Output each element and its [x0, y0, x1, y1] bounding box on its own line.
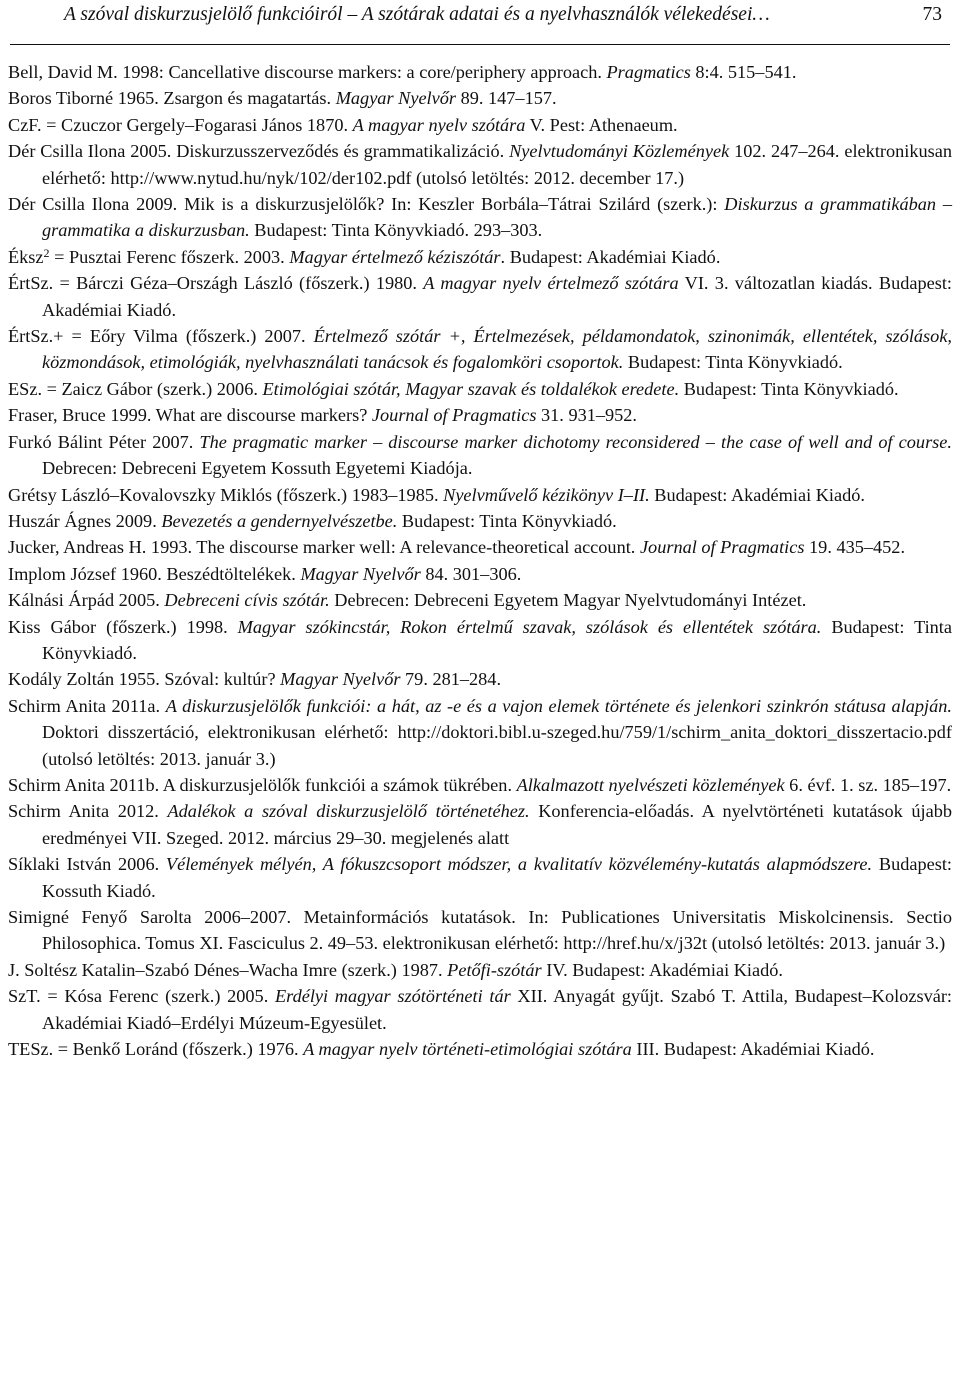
reference-text: Bell, David M. 1998: Cancellative discourse markers: a core/periphery approach.: [8, 62, 607, 82]
reference-text: Konferencia-előadás. A nyelvtörténeti kutatások újabb eredményei VII. Szeged. 2012. március 29–30. megjelenés alatt: [42, 801, 952, 848]
reference-title-italic: A diskurzusjelölők funkciói: a hát, az -e és a vajon elemek története és jelenkori szinkrón státusa alapján.: [165, 695, 952, 716]
reference-entry: [8, 112, 952, 138]
reference-text: TESz. = Benkő Loránd (főszerk.) 1976.: [8, 1039, 304, 1060]
reference-text: Kálnási Árpád 2005.: [8, 590, 165, 611]
reference-title-italic: Bevezetés a gendernyelvészetbe.: [161, 510, 398, 531]
reference-title-italic: Magyar Nyelvőr: [335, 88, 457, 109]
reference-entry: [8, 851, 952, 904]
reference-superscript: 2: [43, 245, 50, 260]
reference-title-italic: Pragmatics: [606, 62, 691, 82]
reference-text: . Budapest: Akadémiai Kiadó.: [500, 246, 721, 267]
reference-text: Budapest: Tinta Könyvkiadó.: [679, 378, 899, 399]
reference-text: XII. Anyagát gyűjt. Szabó T. Attila, Budapest–Kolozsvár: Akadémiai Kiadó–Erdélyi Múzeum-Egyesület.: [42, 986, 952, 1033]
reference-text: Huszár Ágnes 2009.: [8, 510, 162, 531]
reference-list: [8, 59, 952, 1062]
reference-text: Dér Csilla Ilona 2009. Mik is a diskurzusjelölők? In: Keszler Borbála–Tátrai Szilárd (szerk.):: [8, 194, 725, 215]
reference-text: 102. 247–264. elektronikusan elérhető: http://www.nytud.hu/nyk/102/der102.pdf (utolsó letöltés: 2012. december 17.): [42, 141, 952, 188]
reference-text: III. Budapest: Akadémiai Kiadó.: [631, 1039, 875, 1060]
reference-title-italic: Journal of Pragmatics: [371, 405, 537, 426]
reference-text: 89. 147–157.: [456, 88, 557, 109]
reference-text: Budapest: Tinta Könyvkiadó.: [42, 616, 953, 663]
reference-title-italic: A magyar nyelv szótára: [352, 114, 526, 135]
reference-text: 79. 281–284.: [400, 669, 502, 690]
reference-title-italic: Alkalmazott nyelvészeti közlemények: [516, 774, 785, 795]
reference-text: Fraser, Bruce 1999. What are discourse markers?: [8, 405, 372, 426]
reference-entry: [8, 983, 952, 1036]
reference-entry: [8, 59, 952, 85]
reference-text: 8:4. 515–541.: [690, 62, 797, 82]
reference-entry: [8, 587, 952, 613]
reference-entry: [8, 402, 952, 428]
reference-text: Budapest: Tinta Könyvkiadó.: [623, 352, 843, 373]
reference-title-italic: Magyar Nyelvőr: [280, 669, 401, 690]
reference-title-italic: Journal of Pragmatics: [639, 537, 805, 558]
reference-text: ÉrtSz.+ = Eőry Vilma (főszerk.) 2007.: [8, 326, 314, 347]
reference-entry: [8, 376, 952, 402]
reference-text: IV. Budapest: Akadémiai Kiadó.: [541, 959, 783, 980]
reference-text: VI. 3. változatlan kiadás. Budapest: Akadémiai Kiadó.: [42, 273, 952, 320]
reference-text: Síklaki István 2006.: [8, 854, 166, 875]
running-head: [10, 0, 950, 45]
running-head-title: A szóval diskurzusjelölő funkcióiról – A szótárak adatai és a nyelvhasználók vélekedései…: [64, 4, 770, 25]
reference-text: 31. 931–952.: [536, 405, 637, 426]
page-number: 73: [922, 4, 942, 25]
reference-title-italic: Nyelvművelő kézikönyv I–II.: [443, 484, 650, 505]
reference-text: 84. 301–306.: [420, 563, 522, 584]
reference-title-italic: Erdélyi magyar szótörténeti tár: [274, 986, 511, 1007]
reference-text: Budapest: Tinta Könyvkiadó. 293–303.: [249, 220, 543, 241]
reference-title-italic: Magyar szókincstár, Rokon értelmű szavak, szólások és ellentétek szótára.: [237, 616, 822, 637]
reference-text: Budapest: Tinta Könyvkiadó.: [397, 510, 617, 531]
reference-entry: [8, 957, 952, 983]
reference-text: Budapest: Akadémiai Kiadó.: [649, 484, 865, 505]
reference-title-italic: Értelmező szótár +, Értelmezések, példamondatok, szinonimák, ellentétek, szólások, közmondások, etimológiák, nyelvhasználati tanácsok és fogalomköri csoportok.: [42, 326, 952, 373]
reference-title-italic: The pragmatic marker – discourse marker dichotomy reconsidered – the case of well and of course.: [199, 431, 952, 452]
reference-text: Debrecen: Debreceni Egyetem Magyar Nyelvtudományi Intézet.: [329, 590, 807, 611]
reference-text: Grétsy László–Kovalovszky Miklós (főszerk.) 1983–1985.: [8, 484, 444, 505]
reference-text: Doktori disszertáció, elektronikusan elérhető: http://doktori.bibl.u-szeged.hu/759/1/schirm_anita_doktori_disszertacio.pdf (utolsó letöltés: 2013. január 3.): [42, 722, 952, 769]
reference-entry: [8, 614, 952, 667]
reference-entry: [8, 772, 952, 798]
reference-entry: [8, 666, 952, 692]
reference-entry: [8, 1036, 952, 1062]
reference-entry: [8, 508, 952, 534]
reference-entry: [8, 904, 952, 957]
reference-text: Budapest: Kossuth Kiadó.: [42, 854, 952, 901]
reference-entry: [8, 270, 952, 323]
reference-text: J. Soltész Katalin–Szabó Dénes–Wacha Imre (szerk.) 1987.: [8, 959, 448, 980]
reference-title-italic: Adalékok a szóval diskurzusjelölő történetéhez.: [167, 801, 530, 822]
reference-text: 6. évf. 1. sz. 185–197.: [784, 774, 952, 795]
reference-text: Kodály Zoltán 1955. Szóval: kultúr?: [8, 669, 281, 690]
reference-entry: [8, 244, 952, 270]
reference-text: Debrecen: Debreceni Egyetem Kossuth Egyetemi Kiadója.: [42, 458, 473, 479]
reference-title-italic: Magyar értelmező kéziszótár: [289, 246, 501, 267]
reference-text: ÉrtSz. = Bárczi Géza–Országh László (főszerk.) 1980.: [8, 273, 424, 294]
reference-text: = Pusztai Ferenc főszerk. 2003.: [49, 246, 290, 267]
reference-text: Éksz: [8, 246, 44, 267]
reference-text: Kiss Gábor (főszerk.) 1998.: [8, 616, 238, 637]
reference-text: SzT. = Kósa Ferenc (szerk.) 2005.: [8, 986, 275, 1007]
reference-title-italic: Diskurzus a grammatikában – grammatika a diskurzusban.: [42, 194, 952, 241]
reference-entry: [8, 534, 952, 560]
reference-text: Implom József 1960. Beszédtöltelékek.: [8, 563, 301, 584]
reference-text: Schirm Anita 2011b. A diskurzusjelölők funkciói a számok tükrében.: [8, 774, 517, 795]
reference-text: Schirm Anita 2011a.: [8, 695, 166, 716]
reference-title-italic: Etimológiai szótár, Magyar szavak és toldalékok eredete.: [262, 378, 680, 399]
reference-title-italic: A magyar nyelv történeti-etimológiai szótára: [303, 1039, 632, 1060]
reference-entry: [8, 482, 952, 508]
reference-text: Jucker, Andreas H. 1993. The discourse marker well: A relevance-theoretical account.: [8, 537, 640, 558]
reference-entry: [8, 798, 952, 851]
reference-text: Furkó Bálint Péter 2007.: [8, 431, 200, 452]
reference-entry: [8, 138, 952, 191]
reference-entry: [8, 85, 952, 111]
reference-title-italic: Petőfi-szótár: [447, 959, 542, 980]
reference-entry: [8, 561, 952, 587]
reference-title-italic: A magyar nyelv értelmező szótára: [423, 273, 679, 294]
reference-title-italic: Vélemények mélyén, A fókuszcsoport módszer, a kvalitatív közvélemény-kutatás alapmódszere.: [165, 854, 873, 875]
reference-text: ESz. = Zaicz Gábor (szerk.) 2006.: [8, 378, 263, 399]
reference-entry: [8, 429, 952, 482]
reference-text: Boros Tiborné 1965. Zsargon és magatartás.: [8, 88, 336, 109]
reference-title-italic: Debreceni cívis szótár.: [164, 590, 330, 611]
reference-text: CzF. = Czuczor Gergely–Fogarasi János 1870.: [8, 114, 353, 135]
reference-entry: [8, 191, 952, 244]
reference-text: V. Pest: Athenaeum.: [525, 114, 678, 135]
reference-text: Simigné Fenyő Sarolta 2006–2007. Metainformációs kutatások. In: Publicationes Universitatis Miskolcinensis. Sectio Philosophica. Tomus XI. Fasciculus 2. 49–53. elektronikusan elérhető: http://href.hu/x/j32t (utolsó letöltés: 2013. január 3.): [8, 907, 952, 954]
reference-title-italic: Magyar Nyelvőr: [300, 563, 421, 584]
reference-title-italic: Nyelvtudományi Közlemények: [509, 141, 730, 162]
reference-text: Dér Csilla Ilona 2005. Diskurzusszerveződés és grammatikalizáció.: [8, 141, 510, 162]
reference-text: Schirm Anita 2012.: [8, 801, 168, 822]
reference-entry: [8, 693, 952, 772]
reference-entry: [8, 323, 952, 376]
reference-text: 19. 435–452.: [804, 537, 906, 558]
